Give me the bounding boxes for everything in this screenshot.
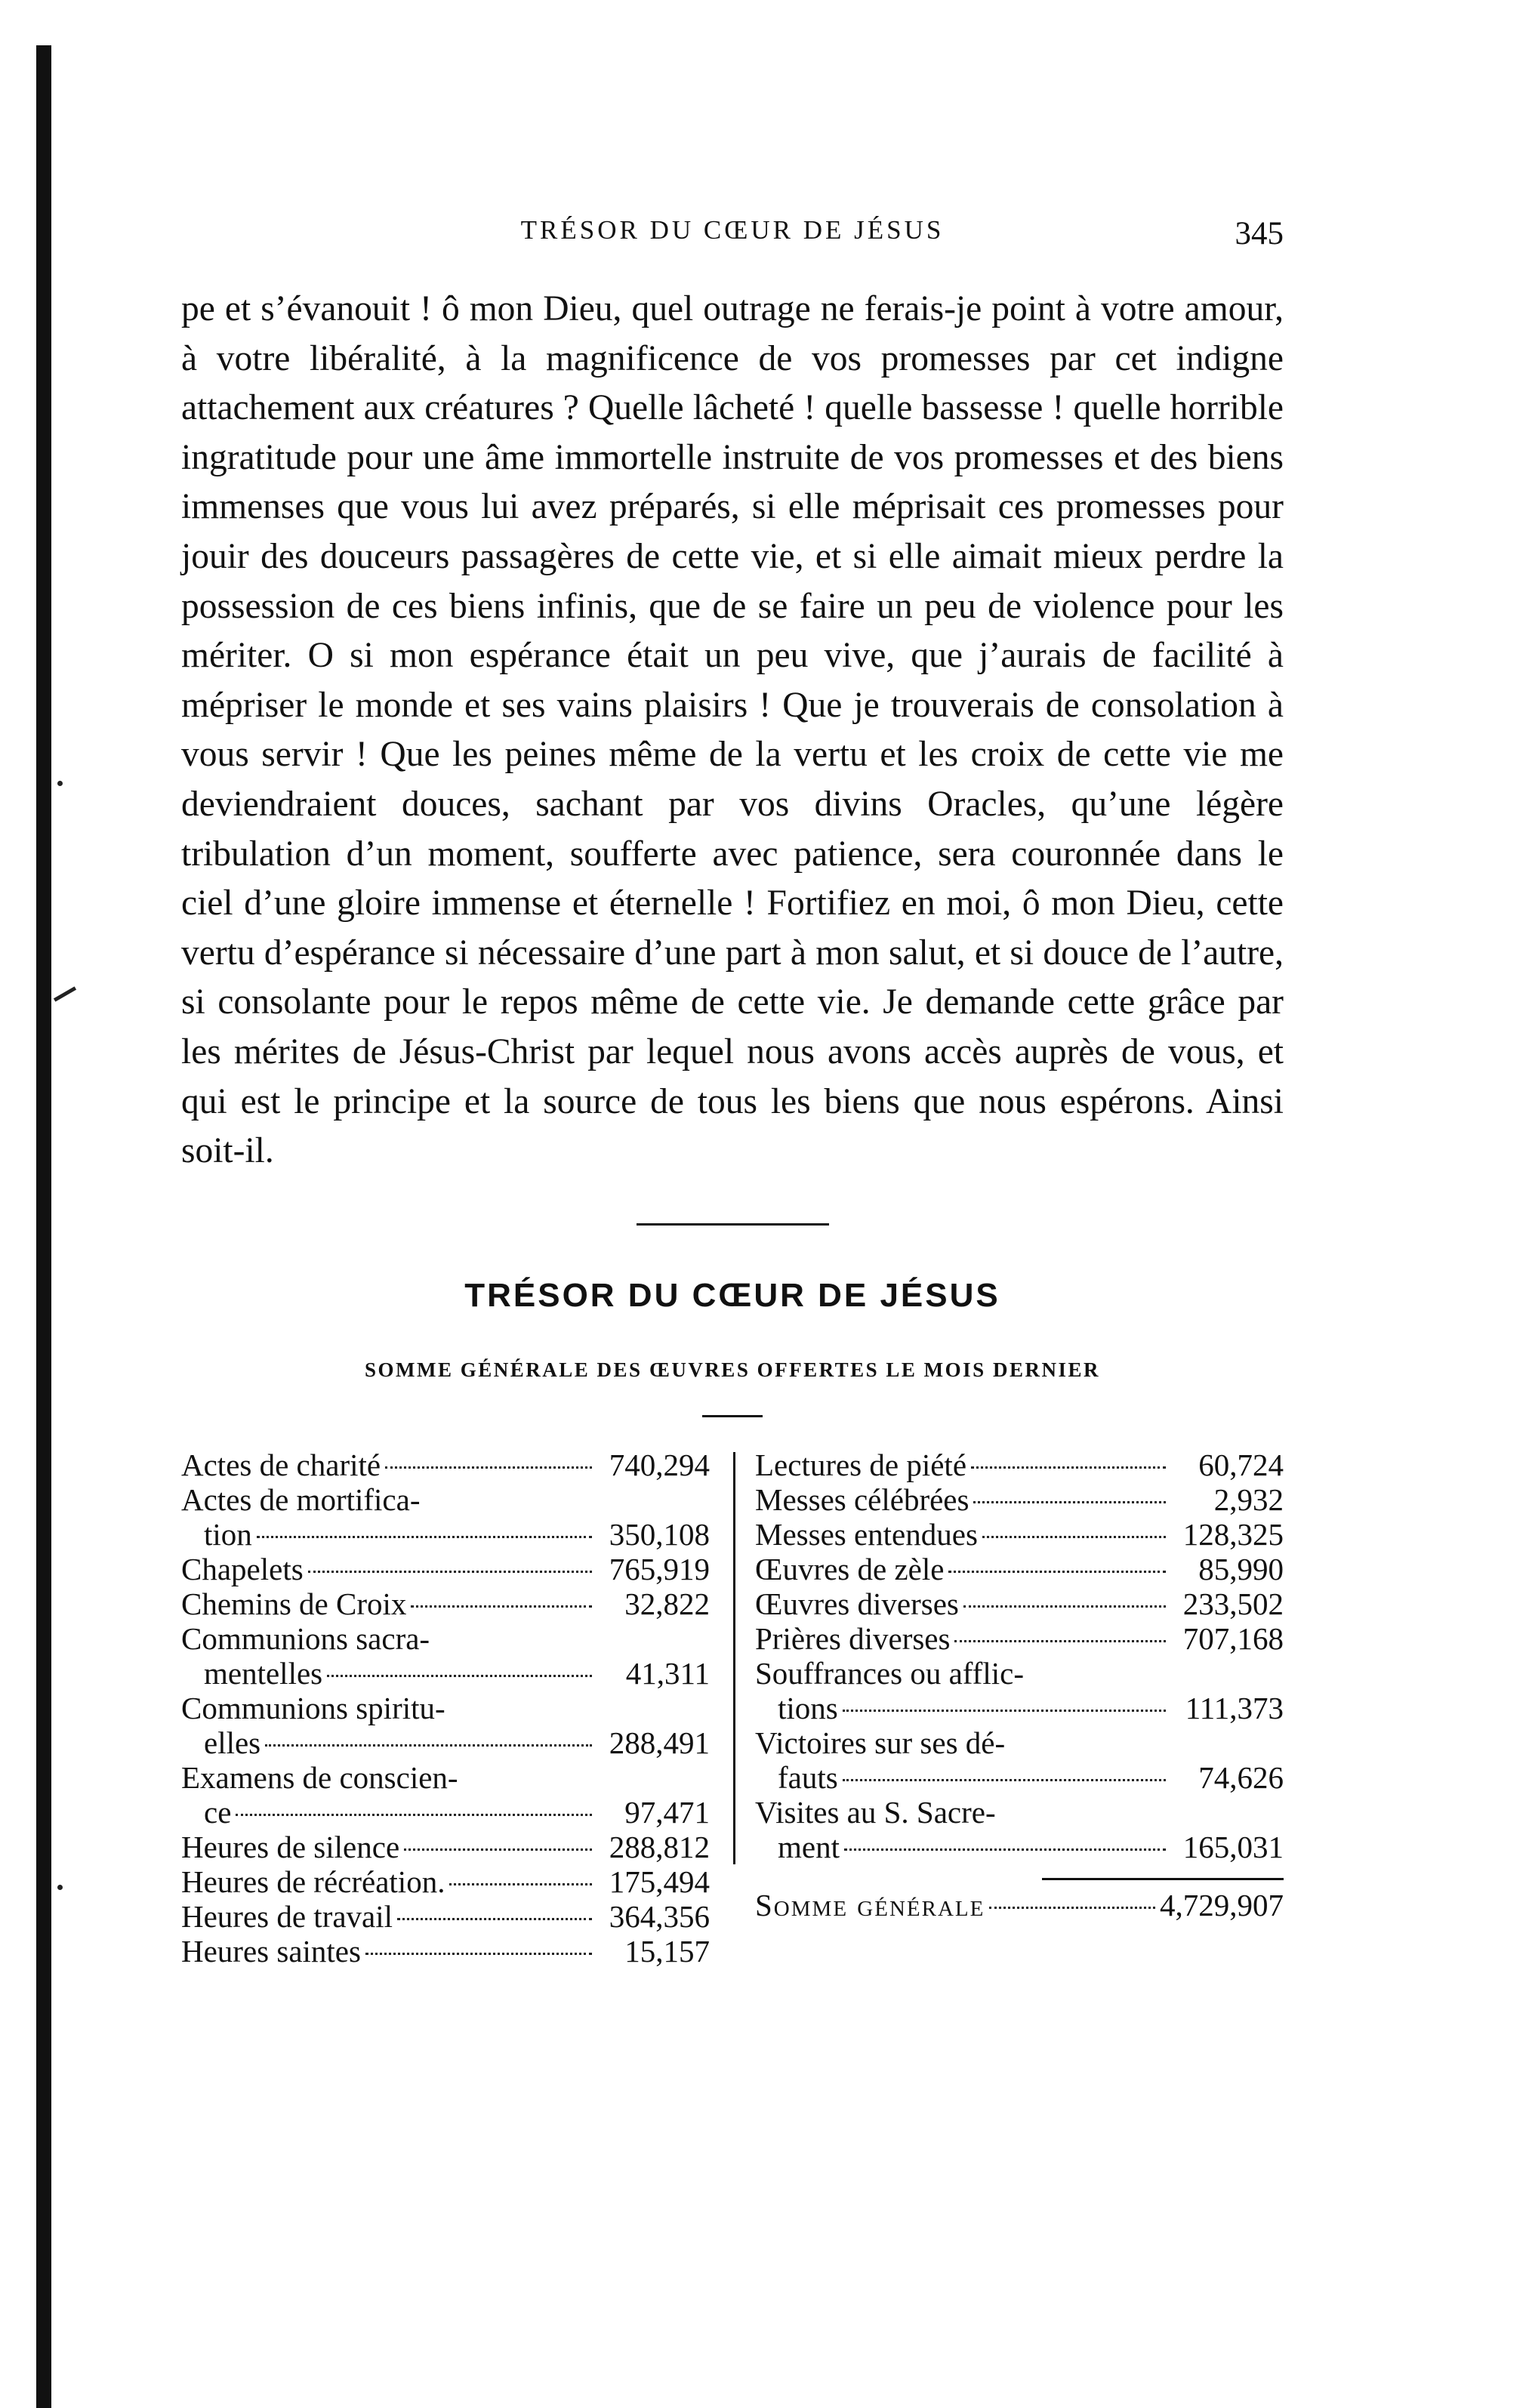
table-row xyxy=(181,1586,710,1621)
entry-value: 175,494 xyxy=(609,1864,710,1899)
entry-label: elles xyxy=(204,1725,261,1760)
entry-value: 364,356 xyxy=(609,1898,710,1934)
book-page xyxy=(181,215,1284,1969)
table-row xyxy=(181,1621,710,1691)
page-number: 345 xyxy=(1235,216,1284,251)
dot-leader xyxy=(948,1571,1166,1573)
table-row-line xyxy=(181,1656,710,1691)
table-row-line xyxy=(181,1864,710,1899)
entry-label: Heures de récréation. xyxy=(181,1864,445,1899)
table-row-line xyxy=(181,1899,710,1934)
entry-value: 2,932 xyxy=(1213,1481,1284,1517)
offerings-column-left xyxy=(181,1448,710,1969)
entry-label: Actes de mortifica- xyxy=(181,1481,421,1517)
table-row-line xyxy=(181,1795,710,1830)
entry-value: 15,157 xyxy=(624,1933,710,1969)
dot-leader xyxy=(411,1605,592,1608)
entry-label: Œuvres de zèle xyxy=(755,1551,945,1586)
entry-label: tions xyxy=(778,1690,838,1725)
table-row-line xyxy=(755,1725,1284,1760)
entry-label: Visites au S. Sacre- xyxy=(755,1794,996,1830)
entry-value: 707,168 xyxy=(1182,1620,1284,1656)
dot-leader xyxy=(365,1953,592,1955)
subtitle-divider xyxy=(702,1415,763,1417)
table-row xyxy=(181,1864,710,1899)
entry-label: Œuvres diverses xyxy=(755,1586,959,1621)
entry-label: fauts xyxy=(778,1759,838,1795)
table-row-line xyxy=(181,1934,710,1969)
dot-leader xyxy=(385,1466,592,1469)
entry-value: 111,373 xyxy=(1185,1690,1284,1725)
section-title: TRÉSOR DU CŒUR DE JÉSUS xyxy=(464,1276,1000,1314)
table-row-line xyxy=(755,1691,1284,1725)
dot-leader xyxy=(843,1710,1166,1712)
entry-label: Lectures de piété xyxy=(755,1447,967,1482)
entry-value: 128,325 xyxy=(1182,1516,1284,1552)
table-row-line xyxy=(755,1586,1284,1621)
table-row xyxy=(755,1586,1284,1621)
entry-label: Heures saintes xyxy=(181,1933,361,1969)
table-row-line xyxy=(181,1517,710,1552)
table-row-line xyxy=(755,1795,1284,1830)
body-paragraph: pe et s’évanouit ! ô mon Dieu, quel outrage ne ferais-je point à votre amour, à votre libéralité, à la magnificence de vos promesses par cet indigne attachement aux créatures ? Quelle lâcheté ! quelle bassesse ! quelle horrible ingratitude pour une âme immortelle instruite de vos promesses et des biens immenses que vous lui avez préparés, si elle méprisait ces promesses pour jouir des douceurs passagères de cette vie, et si elle aimait mieux perdre la possession de ces biens infinis, que de se faire un peu de violence pour les mériter. O si mon espérance était un peu vive, que j’aurais de facilité à mépriser le monde et ses vains plaisirs ! Que je trouverais de consolation à vous servir ! Que les peines même de la vertu et les croix de cette vie me deviendraient douces, sachant par vos divins Oracles, qu’une légère tribulation d’un moment, soufferte avec patience, sera couronnée dans le ciel d’une gloire immense et éternelle ! Fortifiez en moi, ô mon Dieu, cette vertu d’espérance si nécessaire d’une part à mon salut, et si douce de l’autre, si consolante pour le repos même de cette vie. Je demande cette grâce par les mérites de Jésus-Christ par lequel nous avons accès auprès de vous, et qui est le principe et la source de tous les biens que nous espérons. Ainsi soit-il. xyxy=(181,289,1284,1171)
section-subtitle: SOMME GÉNÉRALE DES ŒUVRES OFFERTES LE MOIS DERNIER xyxy=(365,1358,1100,1381)
dot-leader xyxy=(973,1501,1166,1503)
table-row xyxy=(755,1552,1284,1586)
dot-leader xyxy=(236,1814,592,1816)
table-row-line xyxy=(755,1621,1284,1656)
dot-leader xyxy=(257,1536,592,1538)
total-label: Somme générale xyxy=(755,1887,985,1922)
table-row xyxy=(181,1934,710,1969)
dot-leader xyxy=(404,1848,592,1851)
table-row-line xyxy=(755,1830,1284,1864)
table-row xyxy=(755,1517,1284,1552)
dot-leader xyxy=(844,1848,1166,1851)
table-row xyxy=(755,1795,1284,1864)
table-row-line xyxy=(755,1760,1284,1795)
table-row-line xyxy=(181,1552,710,1586)
table-row xyxy=(181,1760,710,1830)
entry-label: Examens de conscien- xyxy=(181,1759,458,1795)
table-row xyxy=(181,1482,710,1552)
entry-label: Heures de silence xyxy=(181,1829,400,1864)
dot-leader xyxy=(843,1779,1166,1781)
table-row xyxy=(181,1552,710,1586)
table-row-line xyxy=(181,1830,710,1864)
entry-label: Heures de travail xyxy=(181,1898,393,1934)
total-row xyxy=(755,1888,1284,1922)
entry-label: Chapelets xyxy=(181,1551,304,1586)
entry-value: 85,990 xyxy=(1198,1551,1284,1586)
entry-value: 32,822 xyxy=(624,1586,710,1621)
entry-label: Communions sacra- xyxy=(181,1620,430,1656)
table-row-line xyxy=(755,1656,1284,1691)
entry-label: tion xyxy=(204,1516,252,1552)
dot-leader xyxy=(327,1675,592,1677)
entry-label: Chemins de Croix xyxy=(181,1586,407,1621)
offerings-table xyxy=(181,1447,1284,1969)
entry-value: 41,311 xyxy=(625,1655,710,1691)
table-row-line xyxy=(755,1552,1284,1586)
entry-label: Actes de charité xyxy=(181,1447,381,1482)
dot-leader xyxy=(449,1883,592,1885)
table-row xyxy=(755,1482,1284,1517)
total-value: 4,729,907 xyxy=(1160,1887,1284,1922)
table-row-line xyxy=(755,1482,1284,1517)
table-row-line xyxy=(181,1621,710,1656)
entry-label: ment xyxy=(778,1829,840,1864)
entry-value: 165,031 xyxy=(1182,1829,1284,1864)
table-row xyxy=(755,1621,1284,1656)
table-row xyxy=(181,1899,710,1934)
running-head xyxy=(181,215,1284,268)
table-row xyxy=(181,1830,710,1864)
total-rule xyxy=(1042,1878,1284,1880)
scan-speck xyxy=(57,781,63,786)
table-row-line xyxy=(755,1517,1284,1552)
entry-value: 288,491 xyxy=(609,1725,710,1760)
dot-leader xyxy=(265,1744,592,1747)
table-row xyxy=(755,1656,1284,1725)
offerings-column-right xyxy=(755,1448,1284,1922)
entry-value: 60,724 xyxy=(1198,1447,1284,1482)
table-row-line xyxy=(181,1725,710,1760)
entry-value: 233,502 xyxy=(1182,1586,1284,1621)
entry-label: mentelles xyxy=(204,1655,323,1691)
table-row-line xyxy=(181,1448,710,1482)
table-row-line xyxy=(181,1482,710,1517)
running-title: TRÉSOR DU CŒUR DE JÉSUS xyxy=(520,215,945,245)
entry-value: 97,471 xyxy=(624,1794,710,1830)
table-row xyxy=(181,1448,710,1482)
entry-label: Souffrances ou afflic- xyxy=(755,1655,1024,1691)
dot-leader xyxy=(954,1640,1166,1642)
table-row xyxy=(181,1691,710,1760)
table-row-line xyxy=(755,1448,1284,1482)
table-row-line xyxy=(181,1691,710,1725)
page-binding-shadow xyxy=(36,45,51,2408)
entry-label: Prières diverses xyxy=(755,1620,951,1656)
entry-value: 740,294 xyxy=(609,1447,710,1482)
table-row xyxy=(755,1725,1284,1795)
entry-label: Communions spiritu- xyxy=(181,1690,445,1725)
entry-value: 74,626 xyxy=(1198,1759,1284,1795)
scan-speck xyxy=(57,1885,63,1890)
scan-mark xyxy=(54,986,76,1001)
table-row xyxy=(755,1448,1284,1482)
section-divider xyxy=(637,1223,829,1226)
dot-leader xyxy=(982,1536,1166,1538)
entry-value: 350,108 xyxy=(609,1516,710,1552)
entry-value: 288,812 xyxy=(609,1829,710,1864)
entry-label: Messes entendues xyxy=(755,1516,978,1552)
dot-leader xyxy=(971,1466,1166,1469)
entry-label: Messes célébrées xyxy=(755,1481,969,1517)
table-row-line xyxy=(181,1586,710,1621)
entry-label: ce xyxy=(204,1794,232,1830)
entry-label: Victoires sur ses dé- xyxy=(755,1725,1006,1760)
dot-leader xyxy=(963,1605,1166,1608)
column-divider xyxy=(733,1452,735,1864)
entry-value: 765,919 xyxy=(609,1551,710,1586)
dot-leader xyxy=(989,1907,1155,1909)
table-row-line xyxy=(181,1760,710,1795)
dot-leader xyxy=(308,1571,592,1573)
dot-leader xyxy=(397,1918,592,1920)
